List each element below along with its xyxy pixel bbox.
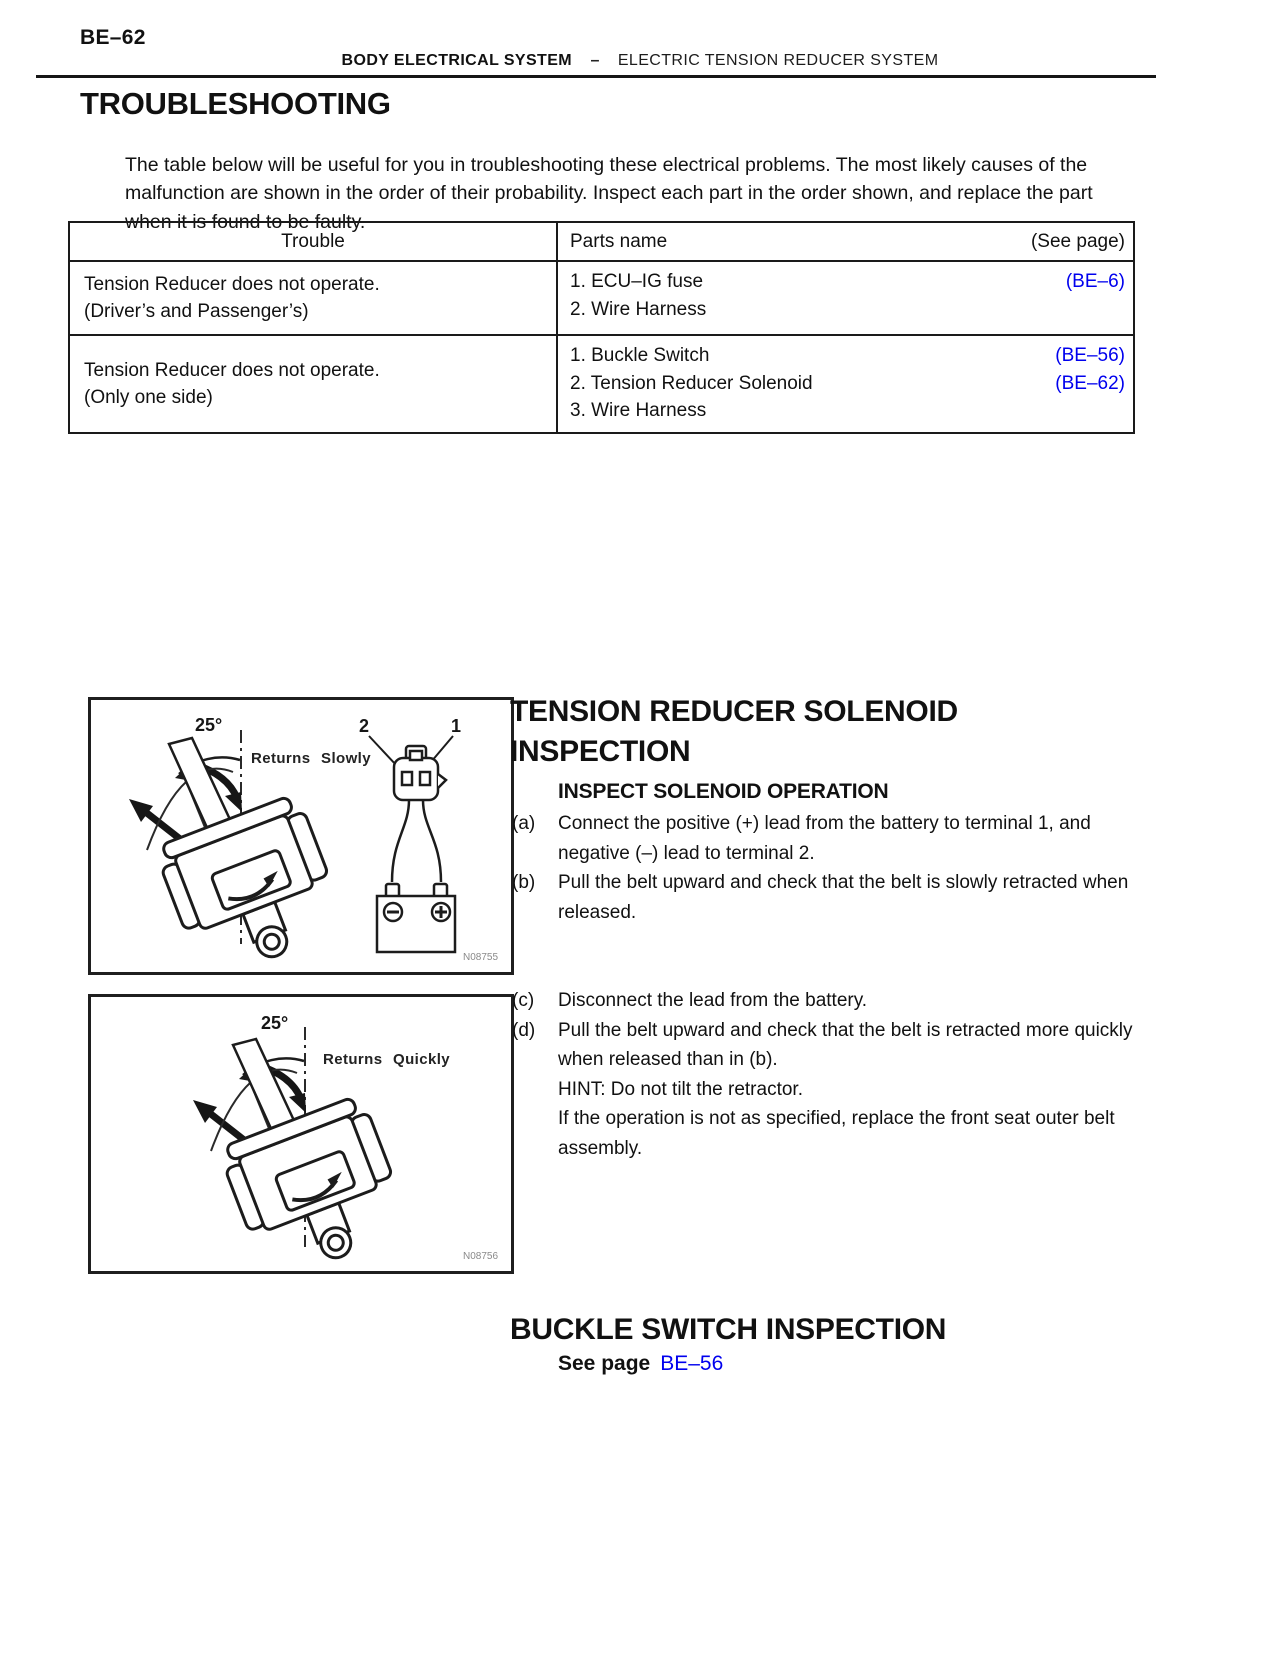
step-text: Pull the belt upward and check that the belt is slowly retracted when released. <box>558 872 1129 923</box>
step-label: (b) <box>512 872 536 893</box>
solenoid-steps-ab <box>512 809 1144 927</box>
part-line <box>570 342 1125 370</box>
solenoid-title-line2: INSPECTION <box>510 735 691 768</box>
retractor-drawing <box>217 1094 413 1265</box>
step-text: Disconnect the lead from the battery. <box>558 990 868 1011</box>
figure-code: N08755 <box>463 952 499 963</box>
see-page-row <box>558 1352 723 1376</box>
solenoid-section-title <box>510 692 958 772</box>
running-header-subsection: ELECTRIC TENSION REDUCER SYSTEM <box>617 52 939 69</box>
solenoid-title-line1: TENSION REDUCER SOLENOID <box>510 695 958 728</box>
step-label: (a) <box>512 813 536 834</box>
figure-code: N08756 <box>463 1251 499 1262</box>
step-label: (c) <box>512 990 535 1011</box>
retractor-drawing <box>153 793 349 966</box>
page-reference-link[interactable]: (BE–56) <box>1055 345 1125 366</box>
step-text: Pull the belt upward and check that the belt is retracted more quickly when released than in (b). <box>558 1019 1133 1070</box>
trouble-qualifier: (Only one side) <box>84 386 213 408</box>
part-line <box>570 397 1125 425</box>
step-d <box>512 1016 1144 1075</box>
figure-caption-label: Returns Slowly <box>251 750 371 767</box>
step-text: Connect the positive (+) lead from the battery to terminal 1, and negative (–) lead to terminal 2. <box>558 813 1091 864</box>
note-text: If the operation is not as specified, replace the front seat outer belt assembly. <box>558 1108 1115 1159</box>
column-header-parts: Parts name <box>570 230 668 252</box>
buckle-section-title: BUCKLE SWITCH INSPECTION <box>510 1313 947 1346</box>
solenoid-subsection-title: INSPECT SOLENOID OPERATION <box>558 780 889 803</box>
figure-1-drawing <box>91 700 505 966</box>
trouble-text: Tension Reducer does not operate. <box>84 274 380 295</box>
angle-label: 25° <box>195 715 223 735</box>
terminal-2-label: 2 <box>359 716 370 736</box>
page-reference-link[interactable]: (BE–6) <box>1065 271 1125 292</box>
figure-solenoid-energized <box>88 697 514 975</box>
figure-solenoid-deenergized <box>88 994 514 1274</box>
part-name: 1. Buckle Switch <box>570 345 710 366</box>
part-line <box>570 296 1125 324</box>
table-header-row <box>70 223 1133 260</box>
angle-label: 25° <box>261 1013 289 1033</box>
solenoid-steps-cd <box>512 986 1144 1163</box>
figure-2-drawing <box>91 997 505 1265</box>
troubleshooting-intro: The table below will be useful for you in troubleshooting these electrical problems. The most likely causes of the malfunction are shown in the order of their probability. Inspect each part in the order shown, and replace the part when it is found to be faulty. <box>125 153 1093 233</box>
part-name: 1. ECU–IG fuse <box>570 271 704 292</box>
page-number: BE–62 <box>80 26 146 49</box>
trouble-qualifier: (Driver’s and Passenger’s) <box>84 301 309 322</box>
step-a <box>512 809 1144 868</box>
see-page-link[interactable]: BE–56 <box>660 1352 724 1375</box>
column-header-see-page: (See page) <box>1030 230 1125 252</box>
part-line <box>570 268 1125 296</box>
column-header-trouble: Trouble <box>70 223 558 260</box>
terminal-2-leader-line <box>369 736 397 766</box>
step-b <box>512 868 1144 927</box>
returns-arrowhead-icon <box>289 1093 306 1113</box>
part-line <box>570 370 1125 398</box>
step-c <box>512 986 1144 1016</box>
terminal-1-leader-line <box>431 736 453 762</box>
header-rule <box>36 75 1156 78</box>
troubleshooting-table <box>68 221 1135 434</box>
figure-caption-label: Returns Quickly <box>323 1051 451 1068</box>
step-label: (d) <box>512 1019 536 1041</box>
wire-positive <box>423 800 441 882</box>
page-reference-link[interactable]: (BE–62) <box>1055 372 1125 394</box>
running-header-separator: – <box>590 52 600 69</box>
table-row <box>70 334 1133 432</box>
troubleshooting-title: TROUBLESHOOTING <box>80 86 391 121</box>
wire-negative <box>392 800 409 882</box>
battery-drawing <box>377 884 455 952</box>
running-header <box>0 52 1280 70</box>
part-name: 2. Tension Reducer Solenoid <box>570 372 813 394</box>
returns-arrowhead-icon <box>225 792 242 812</box>
trouble-text: Tension Reducer does not operate. <box>84 359 380 381</box>
hint-text: HINT: Do not tilt the retractor. <box>558 1078 803 1100</box>
running-header-section: BODY ELECTRICAL SYSTEM <box>341 52 573 69</box>
terminal-1-label: 1 <box>451 716 462 736</box>
part-name: 2. Wire Harness <box>570 298 707 320</box>
part-name: 3. Wire Harness <box>570 400 707 421</box>
table-row <box>70 260 1133 334</box>
see-page-label: See page <box>558 1352 651 1375</box>
